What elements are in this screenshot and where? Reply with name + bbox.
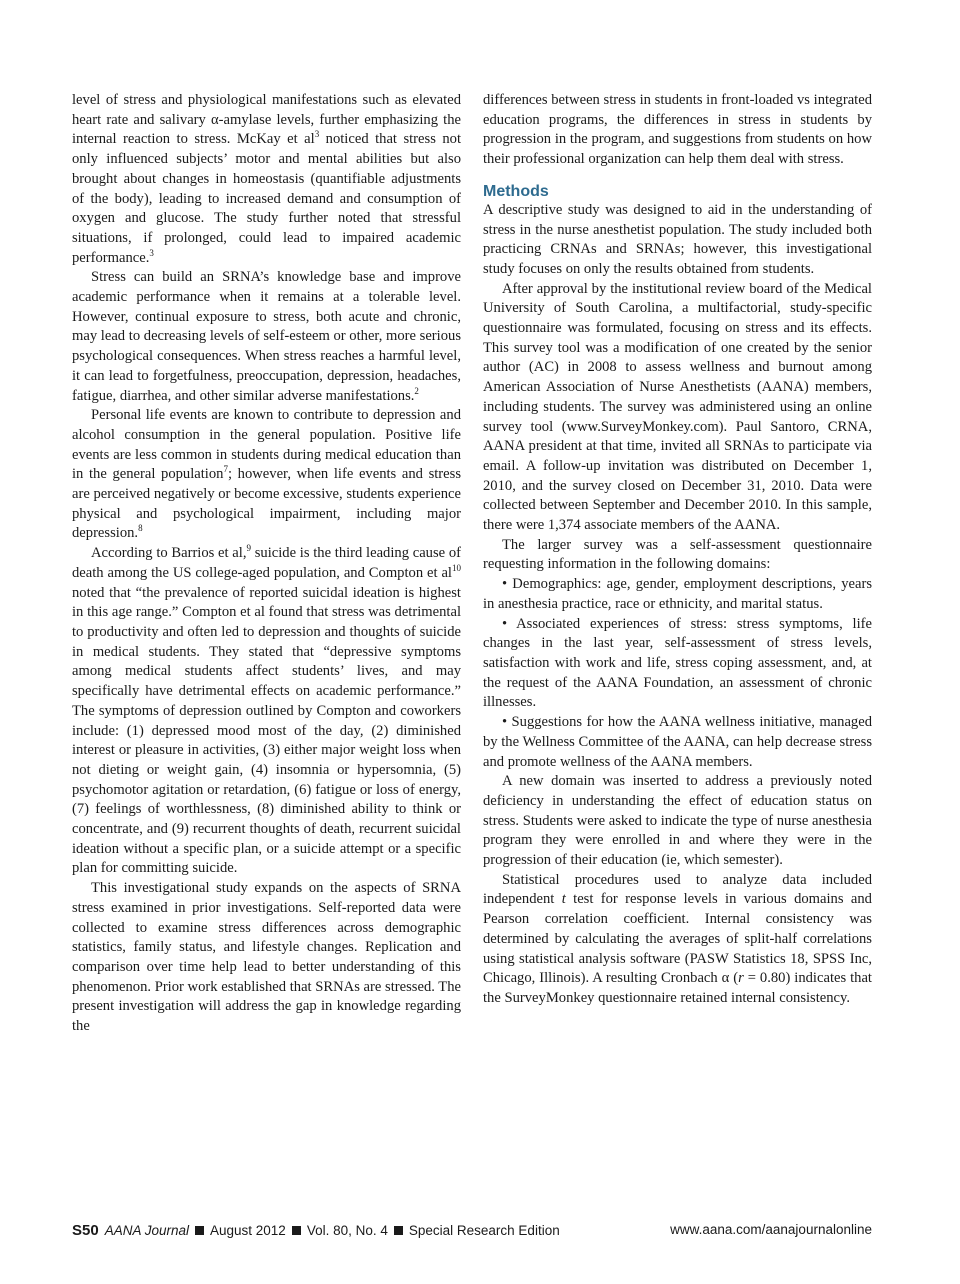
square-bullet-icon [195, 1226, 204, 1235]
paragraph: Personal life events are known to contribute to depression and alcohol consumption in the general population. Positive life events are less common in students during medical education than in the general population$^7$; however, when life events and stress are perceived negatively or become excessive, students experience physical and psychological impairment, including major depression.$^8$ [72, 407, 461, 542]
right-column [483, 91, 872, 1009]
citation-superscript: 10 [452, 563, 461, 574]
bullet-item: • Associated experiences of stress: stress symptoms, life changes in the last year, self-assessment of stress levels, satisfaction with work and life, stress coping assessment, and, at the request of the AANA Foundation, an assessment of chronic illnesses. [483, 615, 872, 711]
square-bullet-icon [292, 1226, 301, 1235]
paragraph: A new domain was inserted to address a previously noted deficiency in understanding the effect of education status on stress. Students were asked to indicate the type of nurse anesthesia program they were enrolled in and where they were in the progression of their education (ie, which semester). [483, 773, 872, 869]
footer-citation [72, 1222, 560, 1239]
paragraph: Stress can build an SRNA’s knowledge base and improve academic performance when it remains at a tolerable level. However, continual exposure to stress, both acute and chronic, may lead to decreasing levels of self-esteem or other, more serious psychological consequences. When stress reaches a harmful level, it can lead to forgetfulness, preoccupation, depression, headaches, fatigue, diarrhea, and other similar adverse manifestations.$^2$ [72, 269, 461, 404]
journal-url: www.aana.com/aanajournalonline [670, 1222, 872, 1237]
page-footer [72, 1220, 872, 1240]
citation-superscript: 2 [414, 385, 419, 396]
edition-label: Special Research Edition [408, 1223, 560, 1238]
paragraph: After approval by the institutional review board of the Medical University of South Carolina, a multifactorial, study-specific questionnaire was formulated, focusing on stress and its effects. This survey tool was a modification of one created by the senior author (AC) in 2008 to assess wellness and burnout among American Association of Nurse Anesthetists (AANA) members, including students. The survey was administered using an online survey tool (www.SurveyMonkey.com). Paul Santoro, CRNA, AANA president at that time, invited all SRNAs to participate via email. A follow-up invitation was distributed on December 1, 2010, and the survey closed on December 31, 2010. Data were collected between September and December 2010. In this sample, there were 1,374 associate members of the AANA. [483, 280, 872, 534]
paragraph: This investigational study expands on the aspects of SRNA stress examined in prior investigations. Self-reported data were collected to examine stress differences across demographic statistics, family status, and lifestyle changes. Replication and comparison over time help lead to better understanding of this phenomenon. Prior work established that SRNAs are stressed. The present investigation will address the gap in knowledge regarding the [72, 880, 461, 1035]
citation-superscript: 8 [138, 523, 143, 534]
square-bullet-icon [394, 1226, 403, 1235]
paragraph: According to Barrios et al,$^9$ suicide is the third leading cause of death among the US college-aged population, and Compton et $al^{10}$ noted that “the prevalence of reported suicidal ideation is highest in this age range.” Compton et al found that stress was detrimental to productivity and often led to depression and thoughts of suicide in medical students. They stated that “depressive symptoms among medical students affect students’ lives, and may specifically have detrimental effects on academic performance.” The symptoms of depression outlined by Compton and coworkers include: (1) depressed mood most of the day, (2) diminished interest or pleasure in activities, (3) either major weight loss when not dieting or weight gain, (4) insomnia or hypersomnia, (5) psychomotor agitation or retardation, (6) fatigue or loss of energy, (7) feelings of worthlessness, (8) diminished ability to think or concentrate, and (9) recurrent thoughts of death, recurrent suicidal ideation without a specific plan, or a suicide attempt or a specific plan for committing suicide. [72, 543, 461, 877]
issue-date: August 2012 [210, 1223, 286, 1238]
page-number: S50 [72, 1222, 99, 1239]
citation-superscript: 7 [223, 464, 228, 475]
paragraph: A descriptive study was designed to aid in the understanding of stress in the nurse anesthetist population. The study included both practicing CRNAs and SRNAs; however, this investigational study focuses on only the results obtained from students. [483, 201, 872, 277]
paragraph: level of stress and physiological manifestations such as elevated heart rate and salivary α-amylase levels, further emphasizing the internal reaction to stress. McKay et $al^3$ noticed that stress not only influenced subjects’ motor and mental abilities but also brought about changes in homeostasis (quantifiable adjustments of the body), leading to increased demand and consumption of oxygen and glucose. The study further noted that stressful situations, if prolonged, could lead to impaired academic performance.$^3$ [72, 92, 462, 266]
bullet-item: • Suggestions for how the AANA wellness initiative, managed by the Wellness Committee of the AANA, can help decrease stress and promote wellness of the AANA members. [483, 714, 872, 770]
journal-name: AANA Journal [104, 1223, 189, 1238]
paragraph: The larger survey was a self-assessment questionnaire requesting information in the following domains: [483, 536, 872, 573]
paragraph: Statistical procedures used to analyze data included independent t test for response levels in various domains and Pearson correlation coefficient. Internal consistency was determined by calculating the averages of split-half correlations using statistical analysis software (PASW Statistics 18, SPSS Inc, Chicago, Illinois). A resulting Cronbach α (r = 0.80) indicates that the SurveyMonkey questionnaire retained internal consistency. [483, 871, 872, 1006]
volume-number: Vol. 80, No. 4 [306, 1223, 388, 1238]
citation-superscript: 9 [246, 543, 251, 554]
paragraph: differences between stress in students in front-loaded vs integrated education programs, the differences in stress in students by progression in the program, and suggestions from students on how their professional organization can help them deal with stress. [483, 92, 872, 168]
citation-superscript: 3 [314, 129, 320, 140]
left-column [72, 91, 461, 1037]
bullet-item: • Demographics: age, gender, employment descriptions, years in anesthesia practice, race or ethnicity, and marital status. [483, 576, 872, 612]
section-heading-methods: Methods [483, 182, 549, 200]
citation-superscript: 3 [149, 247, 154, 258]
